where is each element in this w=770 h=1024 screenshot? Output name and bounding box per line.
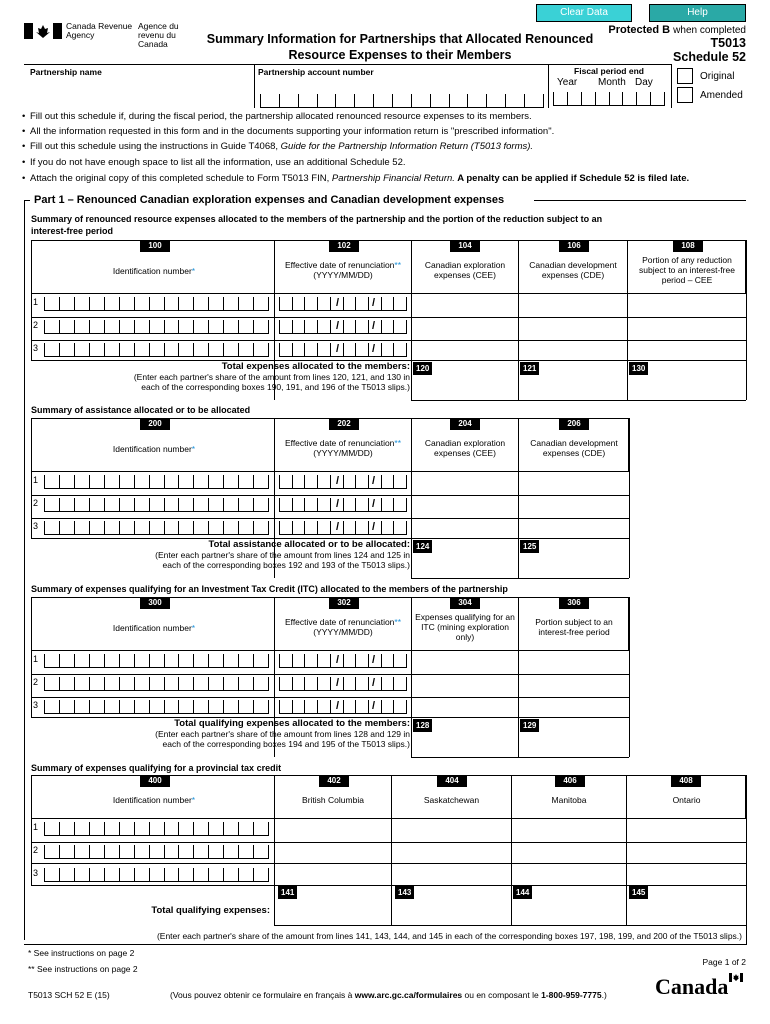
id-number-input[interactable] bbox=[44, 297, 269, 311]
s4-total-label: Total qualifying expenses: bbox=[151, 905, 270, 916]
month-label: Month bbox=[598, 77, 626, 88]
row-number: 2 bbox=[33, 498, 39, 508]
canada-flag-icon bbox=[24, 23, 62, 39]
row-number: 1 bbox=[33, 822, 39, 832]
canada-wordmark-flag-icon bbox=[729, 973, 743, 982]
bullet-5: • Attach the original copy of this completed schedule to Form T5013 FIN, Partnership Financial Return. A penalty can be applied if Schedule 52 is filed late. bbox=[30, 173, 689, 184]
id-number-input[interactable] bbox=[44, 320, 269, 334]
box-404: 404 bbox=[437, 776, 467, 787]
fiscal-period-input[interactable] bbox=[553, 92, 665, 106]
box-302: 302 bbox=[329, 598, 359, 609]
box-300: 300 bbox=[140, 598, 170, 609]
row-number: 2 bbox=[33, 845, 39, 855]
s3-id-header: Identification number* bbox=[112, 623, 196, 633]
row-number: 3 bbox=[33, 700, 39, 710]
footnote-double-star: ** See instructions on page 2 bbox=[28, 964, 138, 974]
clear-data-button[interactable]: Clear Data bbox=[536, 4, 632, 22]
s3-title: Summary of expenses qualifying for an Investment Tax Credit (ITC) allocated to the members of the partnership bbox=[31, 584, 508, 594]
row-number: 1 bbox=[33, 475, 39, 485]
s2-cee-header: Canadian exploration expenses (CEE) bbox=[424, 438, 506, 458]
row-number: 2 bbox=[33, 320, 39, 330]
s1-cde-header: Canadian development expenses (CDE) bbox=[529, 260, 617, 280]
box-402: 402 bbox=[319, 776, 349, 787]
box-100: 100 bbox=[140, 241, 170, 252]
date-input[interactable] bbox=[279, 677, 407, 691]
date-input[interactable] bbox=[279, 320, 407, 334]
s2-id-header: Identification number* bbox=[112, 444, 196, 454]
box-306: 306 bbox=[559, 598, 589, 609]
box-200: 200 bbox=[140, 419, 170, 430]
year-label: Year bbox=[557, 77, 578, 88]
s1-title: Summary of renounced resource expenses allocated to the members of the partnership and the portion of the reduction subject to an bbox=[31, 214, 603, 224]
id-number-input[interactable] bbox=[44, 868, 269, 882]
s3-portion-header: Portion subject to an interest-free period bbox=[535, 617, 613, 637]
part1-title: Part 1 – Renounced Canadian exploration expenses and Canadian development expenses bbox=[34, 194, 505, 206]
box-125: 125 bbox=[520, 540, 539, 553]
date-input[interactable] bbox=[279, 297, 407, 311]
row-number: 2 bbox=[33, 677, 39, 687]
s4-id-header: Identification number* bbox=[112, 795, 196, 805]
date-input[interactable] bbox=[279, 498, 407, 512]
row-number: 1 bbox=[33, 654, 39, 664]
box-141: 141 bbox=[278, 886, 297, 899]
id-number-input[interactable] bbox=[44, 700, 269, 714]
bullet-3: • Fill out this schedule using the instructions in Guide T4068, Guide for the Partnership Information Return (T5013 forms). bbox=[30, 141, 533, 152]
account-number-input[interactable] bbox=[260, 94, 544, 108]
id-number-input[interactable] bbox=[44, 822, 269, 836]
box-206: 206 bbox=[559, 419, 589, 430]
canada-wordmark: Canada bbox=[655, 974, 729, 999]
footnote-star: * See instructions on page 2 bbox=[28, 948, 135, 958]
s2-date-header: Effective date of renunciation** (YYYY/MM/DD) bbox=[284, 438, 402, 458]
s3-total-note: (Enter each partner's share of the amount from lines 128 and 129 in each of the corresponding boxes 194 and 195 of the T5013 slips.) bbox=[155, 729, 410, 749]
row-number: 3 bbox=[33, 521, 39, 531]
box-102: 102 bbox=[329, 241, 359, 252]
id-number-input[interactable] bbox=[44, 845, 269, 859]
row-number: 3 bbox=[33, 343, 39, 353]
day-label: Day bbox=[635, 77, 653, 88]
fiscal-period-label: Fiscal period end bbox=[574, 66, 644, 76]
id-number-input[interactable] bbox=[44, 343, 269, 357]
bullet-2: • All the information requested in this form and in the documents supporting your information return is "prescribed information". bbox=[30, 126, 554, 137]
schedule-label: Schedule 52 bbox=[673, 50, 746, 64]
box-204: 204 bbox=[450, 419, 480, 430]
account-number-label: Partnership account number bbox=[258, 67, 374, 77]
id-number-input[interactable] bbox=[44, 475, 269, 489]
s1-cee-header: Canadian exploration expenses (CEE) bbox=[424, 260, 506, 280]
box-129: 129 bbox=[520, 719, 539, 732]
s2-total-note: (Enter each partner's share of the amount from lines 124 and 125 in each of the corresponding boxes 192 and 193 of the T5013 slips.) bbox=[155, 550, 410, 570]
s3-itc-header: Expenses qualifying for an ITC (mining exploration only) bbox=[415, 612, 515, 642]
partnership-name-input[interactable] bbox=[30, 80, 250, 104]
box-408: 408 bbox=[671, 776, 701, 787]
id-number-input[interactable] bbox=[44, 498, 269, 512]
box-202: 202 bbox=[329, 419, 359, 430]
page-title: Summary Information for Partnerships that Allocated Renounced Resource Expenses to their Members bbox=[206, 32, 594, 62]
s1-title-2: interest-free period bbox=[31, 226, 114, 236]
box-130: 130 bbox=[629, 362, 648, 375]
row-number: 3 bbox=[33, 868, 39, 878]
bc-header: British Columbia bbox=[302, 795, 364, 805]
s3-date-header: Effective date of renunciation** (YYYY/MM/DD) bbox=[284, 617, 402, 637]
s1-id-header: Identification number* bbox=[112, 266, 196, 276]
on-header: Ontario bbox=[672, 795, 701, 805]
protected-label: Protected B when completed bbox=[608, 24, 746, 36]
s4-title: Summary of expenses qualifying for a provincial tax credit bbox=[31, 763, 282, 773]
partnership-name-label: Partnership name bbox=[30, 67, 102, 77]
s2-title: Summary of assistance allocated or to be allocated bbox=[31, 405, 251, 415]
date-input[interactable] bbox=[279, 343, 407, 357]
s2-total-label: Total assistance allocated or to be allocated: bbox=[208, 539, 410, 550]
s4-total-note: (Enter each partner's share of the amount from lines 141, 143, 144, and 145 in each of the corresponding boxes 197, 198, 199, and 200 of the T5013 slips.) bbox=[156, 931, 742, 941]
box-143: 143 bbox=[395, 886, 414, 899]
date-input[interactable] bbox=[279, 700, 407, 714]
amended-label: Amended bbox=[700, 90, 743, 101]
box-406: 406 bbox=[555, 776, 585, 787]
s2-cde-header: Canadian development expenses (CDE) bbox=[530, 438, 618, 458]
date-input[interactable] bbox=[279, 475, 407, 489]
box-120: 120 bbox=[413, 362, 432, 375]
box-104: 104 bbox=[450, 241, 480, 252]
original-label: Original bbox=[700, 71, 735, 82]
box-400: 400 bbox=[140, 776, 170, 787]
s1-total-label: Total expenses allocated to the members: bbox=[221, 361, 410, 372]
box-144: 144 bbox=[513, 886, 532, 899]
s1-total-note: (Enter each partner's share of the amount from lines 120, 121, and 130 in each of the corresponding boxes 190, 191, and 196 of the T5013 slips.) bbox=[133, 372, 410, 392]
box-304: 304 bbox=[450, 598, 480, 609]
s1-portion-header: Portion of any reduction subject to an interest-free period – CEE bbox=[639, 255, 735, 285]
agency-en: Canada Revenue Agency bbox=[66, 21, 133, 40]
agency-fr: Agence du revenu du Canada bbox=[138, 21, 179, 49]
form-code-footer: T5013 SCH 52 E (15) bbox=[28, 990, 110, 1000]
french-note: (Vous pouvez obtenir ce formulaire en français à www.arc.gc.ca/formulaires ou en composant le 1-800-959-7775.) bbox=[170, 990, 607, 1000]
s1-date-header: Effective date of renunciation** (YYYY/MM/DD) bbox=[284, 260, 402, 280]
page-number: Page 1 of 2 bbox=[702, 957, 746, 967]
amended-checkbox[interactable] bbox=[677, 87, 693, 103]
id-number-input[interactable] bbox=[44, 677, 269, 691]
box-128: 128 bbox=[413, 719, 432, 732]
id-number-input[interactable] bbox=[44, 521, 269, 535]
row-number: 1 bbox=[33, 297, 39, 307]
id-number-input[interactable] bbox=[44, 654, 269, 668]
box-145: 145 bbox=[629, 886, 648, 899]
bullet-1: • Fill out this schedule if, during the fiscal period, the partnership allocated renounced resource expenses to its members. bbox=[30, 111, 532, 122]
s3-total-label: Total qualifying expenses allocated to the members: bbox=[174, 718, 410, 729]
box-124: 124 bbox=[413, 540, 432, 553]
form-code: T5013 bbox=[710, 36, 746, 50]
box-121: 121 bbox=[520, 362, 539, 375]
date-input[interactable] bbox=[279, 654, 407, 668]
original-checkbox[interactable] bbox=[677, 68, 693, 84]
bullet-4: • If you do not have enough space to list all the information, use an additional Schedule 52. bbox=[30, 157, 406, 168]
date-input[interactable] bbox=[279, 521, 407, 535]
help-button[interactable]: Help bbox=[649, 4, 746, 22]
mb-header: Manitoba bbox=[551, 795, 587, 805]
box-108: 108 bbox=[673, 241, 703, 252]
box-106: 106 bbox=[559, 241, 589, 252]
sk-header: Saskatchewan bbox=[423, 795, 480, 805]
